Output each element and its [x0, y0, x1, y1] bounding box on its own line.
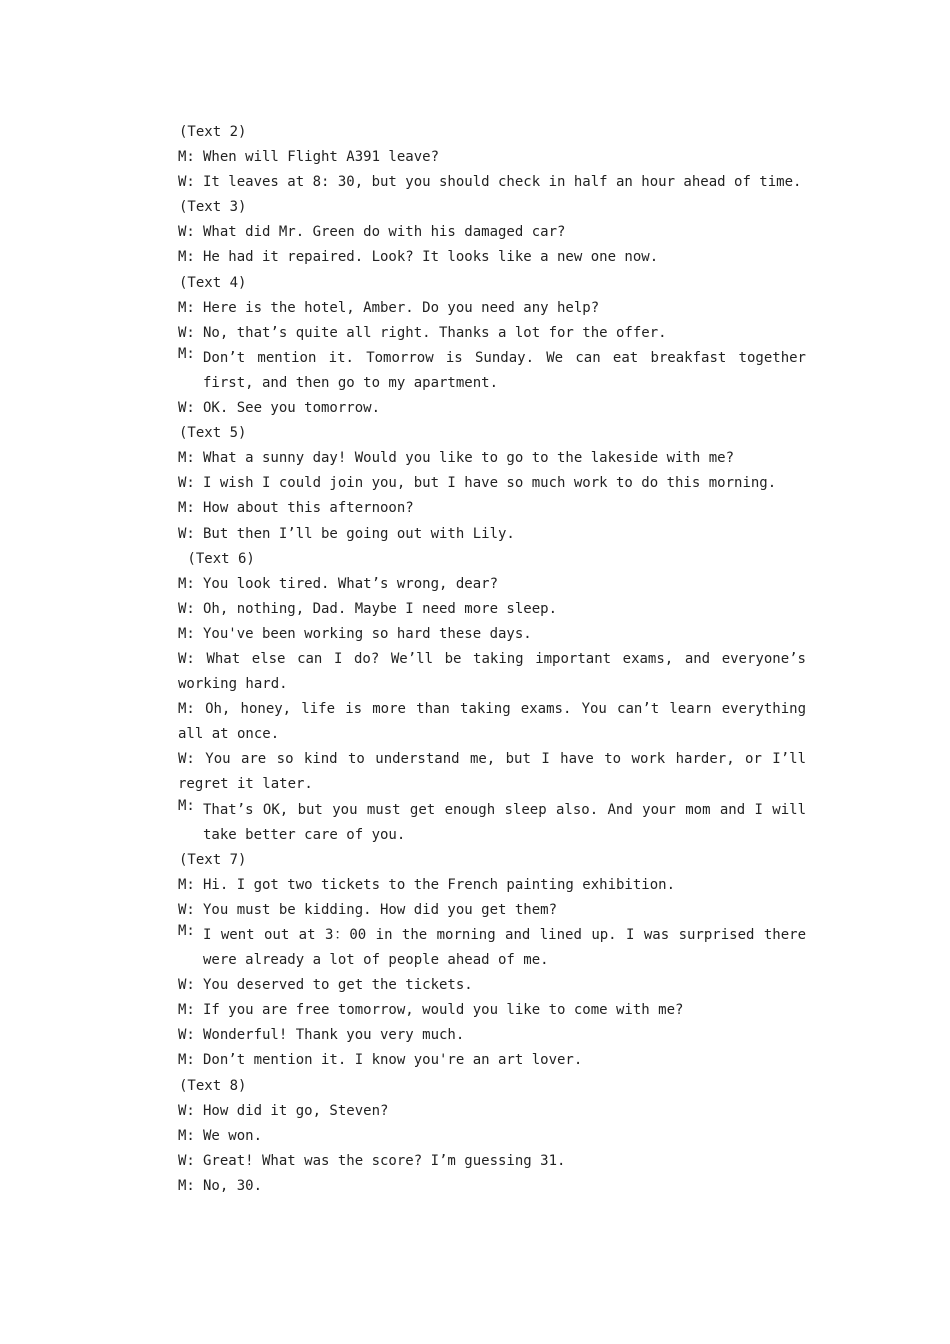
dialogue-line — [144, 446, 806, 471]
dialogue-line — [144, 220, 806, 245]
dialogue-line — [144, 1174, 806, 1199]
utterance: Don’t mention it. Tomorrow is Sunday. We can eat breakfast together first, and then go to my apartment. — [203, 349, 806, 391]
utterance: How did it go, Steven? — [203, 1102, 389, 1119]
utterance: I went out at 3：00 in the morning and lined up. I was surprised there were already a lot of people ahead of me. — [203, 927, 806, 969]
utterance: It leaves at 8: 30, but you should check in half an hour ahead of time. — [203, 174, 802, 191]
speaker: M: — [178, 500, 195, 517]
dialogue-line — [144, 1124, 806, 1149]
speaker: M: — [178, 923, 195, 939]
utterance: He had it repaired. Look? It looks like a new one now. — [203, 249, 659, 266]
speaker: W: — [178, 400, 195, 417]
dialogue-line — [144, 572, 806, 597]
utterance: Don’t mention it. I know you're an art lover. — [203, 1052, 583, 1069]
speaker: M: — [178, 450, 195, 467]
speaker: M: — [178, 625, 195, 642]
utterance: You deserved to get the tickets. — [203, 977, 473, 994]
speaker: M: — [178, 876, 195, 893]
speaker: W: — [178, 1027, 195, 1044]
utterance: I wish I could join you, but I have so much work to do this morning. — [203, 475, 777, 492]
utterance: Great! What was the score? I’m guessing 31. — [203, 1152, 566, 1169]
dialogue-line — [144, 647, 806, 697]
speaker: W: — [178, 977, 195, 994]
utterance: You've been working so hard these days. — [203, 625, 532, 642]
dialogue-line — [144, 622, 806, 647]
speaker: W: — [178, 1102, 195, 1119]
speaker: W: — [178, 224, 195, 241]
speaker: W: — [178, 525, 195, 542]
speaker: W: — [178, 751, 195, 768]
speaker: M: — [178, 1002, 195, 1019]
speaker: W: — [178, 324, 195, 341]
speaker: M: — [178, 1052, 195, 1069]
speaker: M: — [178, 1177, 195, 1194]
dialogue-line — [144, 747, 806, 797]
utterance: OK. See you tomorrow. — [203, 400, 381, 417]
section-label: (Text 2) — [179, 124, 247, 140]
utterance: Here is the hotel, Amber. Do you need any help? — [203, 299, 600, 316]
utterance: When will Flight A391 leave? — [203, 149, 440, 166]
section-label: (Text 3) — [179, 199, 247, 216]
section-label: (Text 8) — [179, 1077, 247, 1094]
dialogue-line — [144, 597, 806, 622]
speaker: W: — [178, 1152, 195, 1169]
speaker: W: — [178, 650, 195, 667]
dialogue-line — [144, 1099, 806, 1124]
dialogue-line — [144, 321, 806, 346]
transcript — [144, 120, 806, 1199]
dialogue-line — [144, 1023, 806, 1048]
utterance: Oh, nothing, Dad. Maybe I need more sleep. — [203, 600, 558, 617]
speaker: M: — [178, 1127, 195, 1144]
dialogue-line — [144, 396, 806, 421]
speaker: M: — [178, 345, 195, 362]
utterance: What did Mr. Green do with his damaged car? — [203, 224, 566, 241]
utterance: No, 30. — [203, 1177, 263, 1194]
speaker: M: — [178, 701, 195, 718]
dialogue-line — [144, 898, 806, 923]
utterance: What else can I do? We’ll be taking important exams, and everyone’s working hard. — [178, 650, 806, 693]
section-label: (Text 5) — [179, 425, 247, 442]
dialogue-line — [144, 522, 806, 547]
section-label: (Text 4) — [179, 274, 247, 291]
speaker: W: — [178, 600, 195, 617]
speaker: W: — [178, 475, 195, 492]
speaker: W: — [178, 174, 195, 191]
dialogue-line — [144, 346, 806, 396]
utterance: That’s OK, but you must get enough sleep also. And your mom and I will take better care of you. — [203, 801, 806, 843]
dialogue-line — [144, 145, 806, 170]
utterance: No, that’s quite all right. Thanks a lot for the offer. — [203, 324, 667, 341]
dialogue-line — [144, 496, 806, 521]
section-label: (Text 7) — [179, 851, 247, 868]
utterance: Wonderful! Thank you very much. — [203, 1027, 465, 1044]
speaker: M: — [178, 299, 195, 316]
dialogue-line — [144, 873, 806, 898]
dialogue-line — [144, 798, 806, 848]
speaker: M: — [178, 249, 195, 266]
speaker: M: — [178, 797, 195, 814]
utterance: You look tired. What’s wrong, dear? — [203, 575, 499, 592]
utterance: How about this afternoon? — [203, 500, 414, 517]
utterance: Hi. I got two tickets to the French painting exhibition. — [203, 876, 676, 893]
dialogue-line — [144, 998, 806, 1023]
utterance: You must be kidding. How did you get them? — [203, 901, 558, 918]
utterance: You are so kind to understand me, but I have to work harder, or I’ll regret it later. — [178, 751, 806, 793]
utterance: If you are free tomorrow, would you like to come with me? — [203, 1002, 684, 1019]
dialogue-line — [144, 471, 806, 496]
section-label: (Text 6) — [179, 550, 255, 567]
dialogue-line — [144, 170, 806, 195]
speaker: W: — [178, 901, 195, 918]
dialogue-line — [144, 973, 806, 998]
utterance: Oh, honey, life is more than taking exams. You can’t learn everything all at once. — [178, 701, 806, 743]
dialogue-line — [144, 1149, 806, 1174]
utterance: But then I’ll be going out with Lily. — [203, 525, 515, 542]
dialogue-line — [144, 697, 806, 747]
utterance: We won. — [203, 1127, 263, 1144]
utterance: What a sunny day! Would you like to go to the lakeside with me? — [203, 450, 735, 467]
speaker: M: — [178, 149, 195, 166]
dialogue-line — [144, 245, 806, 270]
speaker: M: — [178, 575, 195, 592]
dialogue-line — [144, 923, 806, 973]
dialogue-line — [144, 1048, 806, 1073]
dialogue-line — [144, 296, 806, 321]
